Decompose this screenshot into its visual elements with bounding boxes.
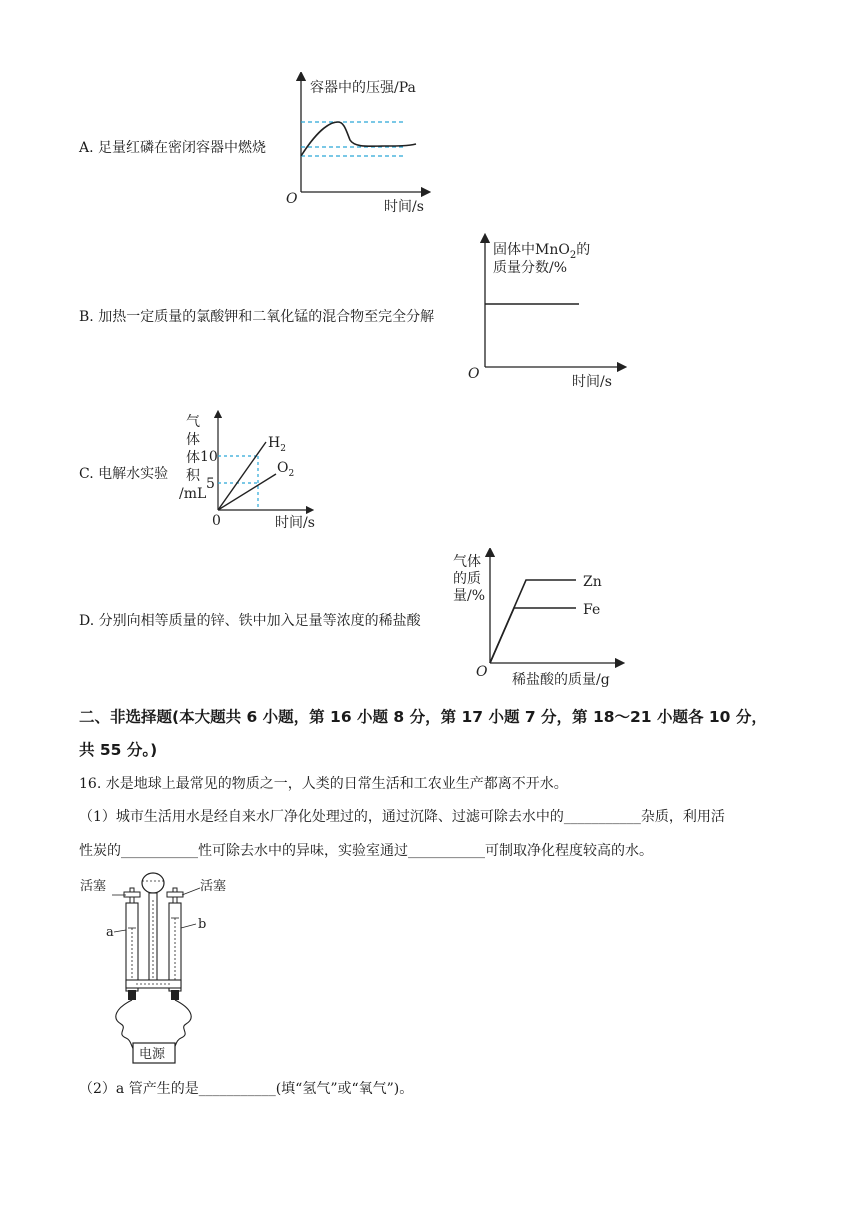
graph-d-ylabel-line3: 量/% [453,588,486,604]
q16-stem: 16. 水是地球上最常见的物质之一，人类的日常生活和工农业生产都离不开水。 [79,776,568,792]
q16-part2: （2）a 管产生的是___________(填“氢气”或“氧气”)。 [79,1081,414,1097]
wire-right [173,1000,191,1050]
stopcock-right [167,892,183,897]
stopcock-left-label: 活塞 [80,879,107,894]
graph-b-origin: O [468,366,480,382]
graph-c-ylabel-char3: 体 [186,450,200,466]
graph-c-h2-label: $H_2$ [268,435,286,454]
graph-c-ylabel-unit: /mL [179,486,207,502]
stopcock-left [124,892,140,897]
graph-b [462,232,632,392]
stopcock-right-label: 活塞 [200,879,227,894]
graph-c-o2-label: $O_2$ [277,460,295,479]
option-a-text: A. 足量红磷在密闭容器中燃烧 [79,140,267,156]
graph-c-o2-line [218,474,276,510]
electrode-b [171,990,179,1000]
graph-d-ylabel-line2: 的质 [453,571,481,587]
section2-heading-line2: 共 55 分。) [79,741,158,759]
electrode-a [128,990,136,1000]
graph-d-fe-label: Fe [583,602,601,618]
graph-b-ylabel-line1: 固体中MnO$_2$的 [493,242,591,261]
graph-a-pressure-curve [301,122,416,156]
q16-part1-line2: 性炭的___________性可除去水中的异味，实验室通过___________可制取净化程度较高的水。 [79,843,653,859]
electrolysis-apparatus [76,868,236,1068]
graph-a-ylabel: 容器中的压强/Pa [310,80,416,96]
graph-c-ylabel-char2: 体 [186,432,200,448]
graph-a-origin: O [286,191,298,207]
option-b-text: B. 加热一定质量的氯酸钾和二氧化锰的混合物至完全分解 [79,309,435,325]
graph-c-ylabel-char1: 气 [186,414,200,430]
option-d-text: D. 分别向相等质量的锌、铁中加入足量等浓度的稀盐酸 [79,613,421,629]
funnel-bulb [142,873,164,893]
graph-c-tick-5: 5 [206,476,215,492]
graph-c-origin: 0 [212,513,221,529]
graph-c-tick-10: 10 [200,449,218,465]
graph-d-origin: O [476,664,488,680]
wire-left [116,1000,134,1050]
graph-d-zn-line [490,580,576,663]
graph-c-ylabel-char4: 积 [186,468,200,484]
graph-d [450,548,630,693]
graph-b-ylabel-line2: 质量分数/% [493,260,568,276]
graph-a [280,72,440,217]
section2-heading-line1: 二、非选择题(本大题共 6 小题，第 16 小题 8 分，第 17 小题 7 分，第 18～21 小题各 10 分， [79,708,767,726]
graph-d-fe-line [490,608,576,663]
graph-d-zn-label: Zn [583,574,602,590]
graph-a-xlabel: 时间/s [384,199,424,215]
graph-d-xlabel: 稀盐酸的质量/g [512,672,610,688]
graph-c [170,408,330,533]
graph-b-xlabel: 时间/s [572,374,612,390]
option-c-text: C. 电解水实验 [79,466,169,482]
graph-c-h2-line [218,442,266,510]
tube-b-label: b [198,917,207,932]
tube-a-label: a [106,925,114,940]
graph-c-xlabel: 时间/s [275,515,315,531]
power-label: 电源 [139,1047,166,1062]
graph-d-ylabel-line1: 气体 [453,554,481,570]
q16-part1-line1: （1）城市生活用水是经自来水厂净化处理过的，通过沉降、过滤可除去水中的___________杂质，利用活 [79,809,725,825]
